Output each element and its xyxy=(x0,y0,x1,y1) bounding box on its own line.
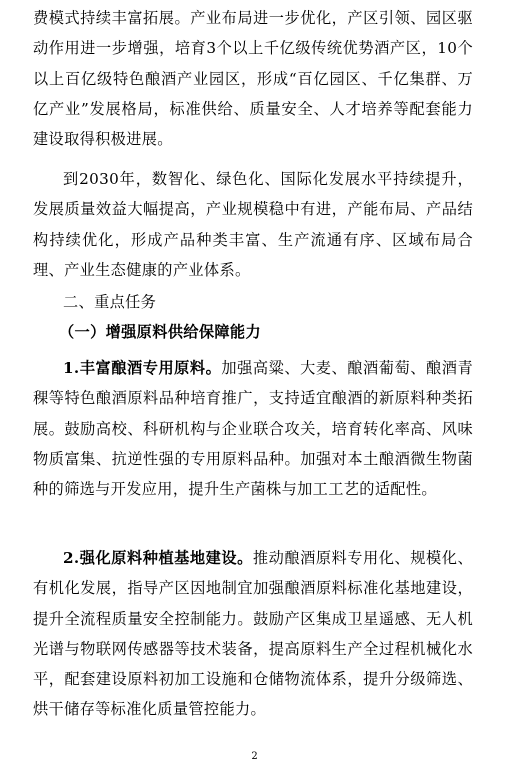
paragraph-continued: 费模式持续丰富拓展。产业布局进一步优化，产区引领、园区驱动作用进一步增强，培育3个以上千亿级传统优势酒产区，10个以上百亿级特色酿酒产业园区，形成“百亿园区、千亿集群、万亿产业”发展格局，标准供给、质量安全、人才培养等配套能力建设取得积极进展。 xyxy=(33,9,473,149)
paragraph-2030-goals: 到2030年，数智化、绿色化、国际化发展水平持续提升，发展质量效益大幅提高，产业规模稳中有进，产能布局、产品结构持续优化，形成产品种类丰富、生产流通有序、区域布局合理、产业生态健康的产业体系。 xyxy=(33,170,473,279)
item-1-lead: 1.丰富酿酒专用原料。 xyxy=(63,359,222,377)
paragraph-item-1 xyxy=(33,353,473,504)
item-2-lead: 2.强化原料种植基地建设。 xyxy=(63,549,253,567)
section-heading: 二、重点任务 xyxy=(63,293,157,311)
paragraph-item-2 xyxy=(33,543,473,725)
item-2-body: 推动酿酒原料专用化、规模化、有机化发展，指导产区因地制宜加强酿酒原料标准化基地建设，提升全流程质量安全控制能力。鼓励产区集成卫星遥感、无人机光谱与物联网传感器等技术装备，提高原料生产全过程机械化水平，配套建设原料初加工设施和仓储物流体系，提升分级筛选、烘干储存等标准化质量管控能力。 xyxy=(33,549,473,719)
subsection-heading: （一）增强原料供给保障能力 xyxy=(59,323,261,341)
page-number: 2 xyxy=(251,751,258,762)
item-1-body: 加强高粱、大麦、酿酒葡萄、酿酒青稞等特色酿酒原料品种培育推广，支持适宜酿酒的新原料种类拓展。鼓励高校、科研机构与企业联合攻关，培育转化率高、风味物质富集、抗逆性强的专用原料品种。加强对本土酿酒微生物菌种的筛选与开发应用，提升生产菌株与加工工艺的适配性。 xyxy=(33,359,473,499)
